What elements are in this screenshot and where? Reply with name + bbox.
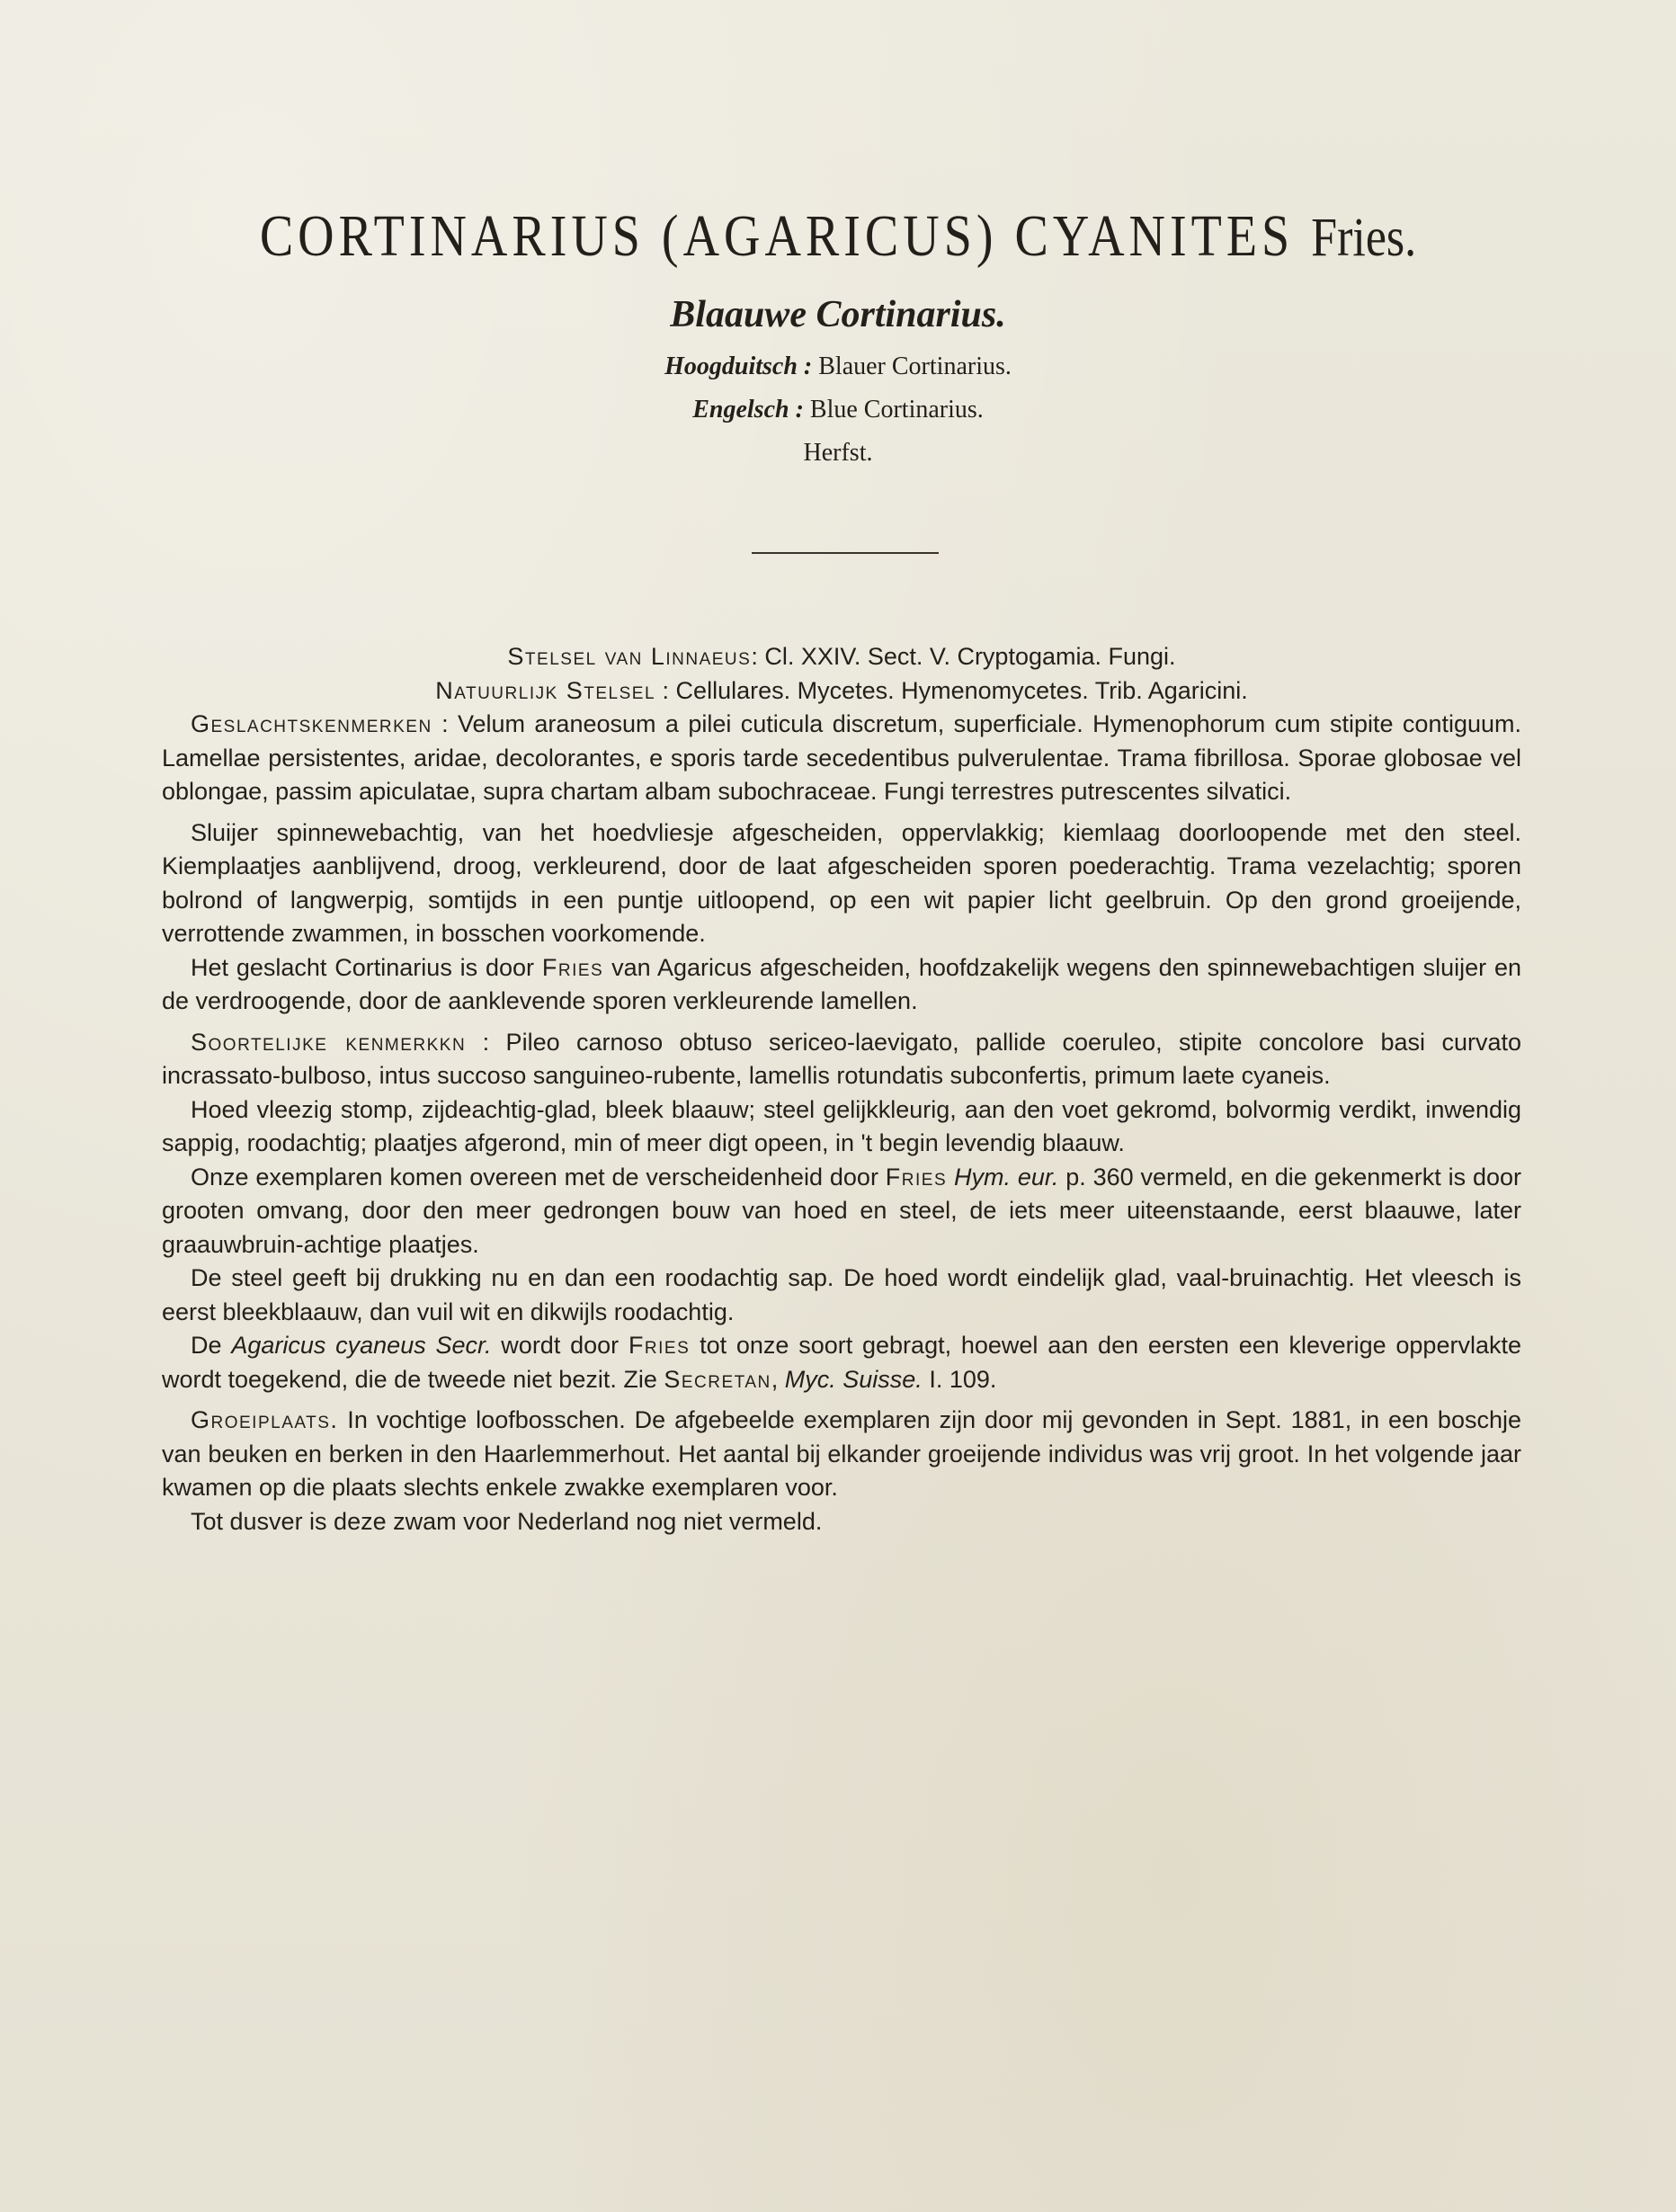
cyaneus-text-b: wordt door <box>491 1332 628 1359</box>
page-title <box>0 202 1676 271</box>
german-name-line <box>0 352 1676 381</box>
species-characters <box>162 1026 1521 1093</box>
habitat <box>162 1404 1521 1505</box>
natural-system <box>162 674 1521 709</box>
final-note: Tot dusver is deze zwam voor Nederland nog niet vermeld. <box>191 1507 823 1535</box>
dutch-name: Blaauwe Cortinarius. <box>670 294 1006 335</box>
genus-note-text-a: Het geslacht Cortinarius is door <box>191 953 542 981</box>
linnaeus-system <box>162 640 1521 674</box>
specimen-text-b: p. 360 vermeld, en die gekenmerkt is door grooten omvang, door den meer gedrongen bouw van hoed en steel, de iets meer uiteenstaande, eerst blaauwe, later graauwbruin-achtige plaatjes. <box>162 1163 1521 1258</box>
stem-note: De steel geeft bij drukking nu en dan een roodachtig sap. De hoed wordt eindelijk glad, vaal-bruinachtig. Het vleesch is eerst bleekblaauw, dan vuil wit en dikwijls roodachtig. <box>162 1264 1521 1325</box>
divider-rule <box>752 552 939 554</box>
cyaneus-text-c: tot onze soort gebragt, hoewel aan den eersten een kleverige oppervlakte wordt toegekend, die de tweede niet bezit. Zie <box>162 1332 1521 1393</box>
cyaneus-fries: Fries <box>628 1332 691 1359</box>
title-species: CORTINARIUS (AGARICUS) CYANITES <box>259 203 1295 270</box>
cyaneus-note <box>162 1329 1521 1396</box>
specimen-fries: Fries <box>885 1163 948 1191</box>
title-author: Fries. <box>1311 207 1417 269</box>
linnaeus-label: Stelsel van Linnaeus <box>507 643 752 670</box>
habitat-text: In vochtige loofbosschen. De afgebeelde exemplaren zijn door mij gevonden in Sept. 1881, in een boschje van beuken en berken in den Haarlemmerhout. Het aantal bij elkander groeijende individus was vrij groot. In het volgende jaar kwamen op die plaats slechts enkele zwakke exemplaren voor. <box>162 1406 1521 1501</box>
species-text: : Pileo carnoso obtuso sericeo-laevigato, pallide coeruleo, stipite concolore basi curvato incrassato-bulboso, intus succoso sanguineo-rubente, lamellis rotundatis subconfertis, primum laete cyaneis. <box>162 1028 1521 1089</box>
species-dutch: Hoed vleezig stomp, zijdeachtig-glad, bleek blaauw; steel gelijkkleurig, aan den voet gekromd, bolvormig verdikt, inwendig sappig, roodachtig; plaatjes afgerond, min of meer digt opeen, in 't begin levendig blaauw. <box>162 1095 1521 1156</box>
cyaneus-ref: Myc. Suisse. <box>784 1365 923 1393</box>
cyaneus-text-d: , <box>771 1365 785 1393</box>
habitat-label: Groeiplaats. <box>191 1406 339 1433</box>
english-label: Engelsch : <box>692 396 804 424</box>
genus-dutch: Sluijer spinnewebachtig, van het hoedvliesje afgescheiden, oppervlakkig; kiemlaag doorloopende met den steel. Kiemplaatjes aanblijvend, droog, verkleurend, door de laat afgescheiden sporen poederachtig. Trama vezelachtig; sporen bolrond of langwerpig, somtijds in een puntje uitloopend, op een wit papier licht geelbruin. Op den grond groeijende, verrottende zwammen, in bosschen voorkomende. <box>162 818 1521 947</box>
english-name-line <box>0 396 1676 424</box>
natural-text: : Cellulares. Mycetes. Hymenomycetes. Trib. Agaricini. <box>655 676 1248 704</box>
german-name: Blauer Cortinarius. <box>818 352 1012 380</box>
english-name: Blue Cortinarius. <box>809 396 984 424</box>
german-label: Hoogduitsch : <box>664 352 813 380</box>
cyaneus-name: Agaricus cyaneus Secr. <box>231 1332 492 1359</box>
genus-text: : Velum araneosum a pilei cuticula discretum, superficiale. Hymenophorum cum stipite contiguum. Lamellae persistentes, aridae, decolorantes, e sporis tarde secedentibus pulverulentae. Trama fibrillosa. Sporae globosae vel oblongae, passim apiculatae, supra chartam albam subochraceae. Fungi terrestres putrescentes silvatici. <box>162 710 1521 805</box>
specimen-ref: Hym. eur. <box>954 1163 1059 1191</box>
cyaneus-text-e: I. 109. <box>922 1365 997 1393</box>
cyaneus-secretan: Secretan <box>664 1365 771 1393</box>
cyaneus-text-a: De <box>191 1332 232 1359</box>
specimen-text-a: Onze exemplaren komen overeen met de verscheidenheid door <box>191 1163 886 1191</box>
description-body <box>162 640 1521 1539</box>
specimen-note <box>162 1161 1521 1262</box>
genus-note-fries: Fries <box>541 953 604 981</box>
species-label: Soortelijke kenmerkkn <box>191 1028 467 1056</box>
genus-note <box>162 951 1521 1019</box>
genus-note-text-b: van Agaricus afgescheiden, hoofdzakelijk wegens den spinnewebachtigen sluijer en de verdroogende, door de aanklevende sporen verkleurende lamellen. <box>162 953 1521 1014</box>
natural-label: Natuurlijk Stelsel <box>435 676 656 704</box>
genus-label: Geslachtskenmerken <box>191 710 432 737</box>
linnaeus-text: : Cl. XXIV. Sect. V. Cryptogamia. Fungi. <box>751 643 1176 670</box>
genus-characters <box>162 708 1521 809</box>
season: Herfst. <box>803 439 873 467</box>
